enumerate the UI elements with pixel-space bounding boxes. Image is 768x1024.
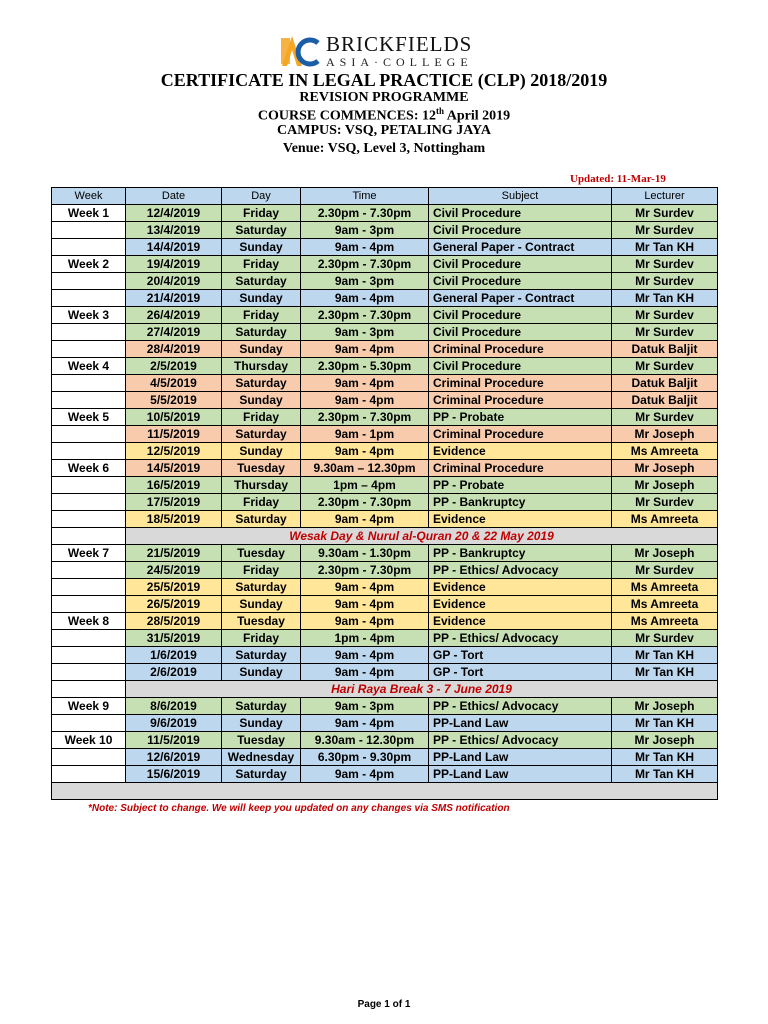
- subject-cell: General Paper - Contract: [429, 290, 612, 307]
- subject-cell: Criminal Procedure: [429, 375, 612, 392]
- date-cell: 19/4/2019: [126, 256, 222, 273]
- time-cell: 2.30pm - 7.30pm: [301, 307, 429, 324]
- table-row: [52, 715, 718, 732]
- time-cell: 2.30pm - 7.30pm: [301, 256, 429, 273]
- day-cell: Sunday: [222, 341, 301, 358]
- lecturer-cell: Mr Tan KH: [612, 647, 718, 664]
- time-cell: 6.30pm - 9.30pm: [301, 749, 429, 766]
- table-row: [52, 613, 718, 630]
- time-cell: 9.30am – 12.30pm: [301, 460, 429, 477]
- day-cell: Sunday: [222, 239, 301, 256]
- subject-cell: Evidence: [429, 596, 612, 613]
- subject-cell: PP-Land Law: [429, 749, 612, 766]
- time-cell: 9am - 4pm: [301, 341, 429, 358]
- subject-cell: Criminal Procedure: [429, 341, 612, 358]
- lecturer-cell: Mr Tan KH: [612, 239, 718, 256]
- page-number: Page 1 of 1: [357, 999, 411, 1010]
- week-cell: [52, 324, 126, 341]
- lecturer-cell: Mr Joseph: [612, 460, 718, 477]
- day-cell: Tuesday: [222, 545, 301, 562]
- column-header: Time: [301, 188, 429, 205]
- date-cell: 12/5/2019: [126, 443, 222, 460]
- time-cell: 9am - 4pm: [301, 579, 429, 596]
- time-cell: 9.30am - 1.30pm: [301, 545, 429, 562]
- table-row: [52, 698, 718, 715]
- week-cell: [52, 443, 126, 460]
- break-label: Hari Raya Break 3 - 7 June 2019: [126, 681, 718, 698]
- lecturer-cell: Ms Amreeta: [612, 511, 718, 528]
- subject-cell: Civil Procedure: [429, 273, 612, 290]
- time-cell: 9am - 4pm: [301, 613, 429, 630]
- table-row: [52, 579, 718, 596]
- date-cell: 26/5/2019: [126, 596, 222, 613]
- table-row: [52, 511, 718, 528]
- break-label: Wesak Day & Nurul al-Quran 20 & 22 May 2019: [126, 528, 718, 545]
- day-cell: Friday: [222, 630, 301, 647]
- logo-subtitle: ASIA·COLLEGE: [326, 55, 473, 69]
- date-cell: 12/4/2019: [126, 205, 222, 222]
- subject-cell: PP - Probate: [429, 409, 612, 426]
- table-row: [52, 273, 718, 290]
- week-cell: [52, 715, 126, 732]
- day-cell: Saturday: [222, 511, 301, 528]
- time-cell: 9am - 4pm: [301, 596, 429, 613]
- date-cell: 1/6/2019: [126, 647, 222, 664]
- time-cell: 9am - 4pm: [301, 766, 429, 783]
- table-row: [52, 562, 718, 579]
- table-row: [52, 732, 718, 749]
- week-cell: [52, 596, 126, 613]
- week-cell: Week 1: [52, 205, 126, 222]
- date-cell: 10/5/2019: [126, 409, 222, 426]
- day-cell: Sunday: [222, 392, 301, 409]
- subject-cell: GP - Tort: [429, 664, 612, 681]
- subject-cell: PP - Ethics/ Advocacy: [429, 630, 612, 647]
- day-cell: Sunday: [222, 664, 301, 681]
- subject-cell: Civil Procedure: [429, 358, 612, 375]
- table-row: [52, 239, 718, 256]
- lecturer-cell: Datuk Baljit: [612, 392, 718, 409]
- day-cell: Sunday: [222, 290, 301, 307]
- updated-date: Updated: 11-Mar-19: [570, 173, 666, 185]
- column-header: Day: [222, 188, 301, 205]
- day-cell: Sunday: [222, 443, 301, 460]
- week-cell: Week 8: [52, 613, 126, 630]
- lecturer-cell: Ms Amreeta: [612, 443, 718, 460]
- week-cell: Week 2: [52, 256, 126, 273]
- week-cell: [52, 630, 126, 647]
- day-cell: Friday: [222, 562, 301, 579]
- logo-name: BRICKFIELDS: [326, 32, 473, 56]
- date-cell: 17/5/2019: [126, 494, 222, 511]
- table-row: [52, 256, 718, 273]
- week-cell: [52, 647, 126, 664]
- time-cell: 9am - 1pm: [301, 426, 429, 443]
- blank-row: [52, 783, 718, 800]
- week-cell: [52, 494, 126, 511]
- date-cell: 28/4/2019: [126, 341, 222, 358]
- table-row: [52, 375, 718, 392]
- time-cell: 9am - 4pm: [301, 375, 429, 392]
- table-row: [52, 426, 718, 443]
- day-cell: Saturday: [222, 579, 301, 596]
- subject-cell: Criminal Procedure: [429, 392, 612, 409]
- lecturer-cell: Ms Amreeta: [612, 579, 718, 596]
- programme-title: REVISION PROGRAMME: [299, 90, 469, 105]
- lecturer-cell: Mr Tan KH: [612, 749, 718, 766]
- column-header: Date: [126, 188, 222, 205]
- week-cell: Week 5: [52, 409, 126, 426]
- date-cell: 5/5/2019: [126, 392, 222, 409]
- venue-line: Venue: VSQ, Level 3, Nottingham: [282, 141, 486, 156]
- date-cell: 14/4/2019: [126, 239, 222, 256]
- lecturer-cell: Mr Surdev: [612, 562, 718, 579]
- week-cell: [52, 511, 126, 528]
- date-cell: 24/5/2019: [126, 562, 222, 579]
- date-cell: 12/6/2019: [126, 749, 222, 766]
- date-cell: 26/4/2019: [126, 307, 222, 324]
- date-cell: 2/6/2019: [126, 664, 222, 681]
- table-row: [52, 358, 718, 375]
- schedule-body: [52, 205, 718, 800]
- week-cell: Week 9: [52, 698, 126, 715]
- time-cell: 1pm – 4pm: [301, 477, 429, 494]
- date-cell: 21/4/2019: [126, 290, 222, 307]
- lecturer-cell: Ms Amreeta: [612, 613, 718, 630]
- day-cell: Friday: [222, 494, 301, 511]
- day-cell: Tuesday: [222, 460, 301, 477]
- lecturer-cell: Mr Surdev: [612, 494, 718, 511]
- bac-logo-icon: [280, 34, 320, 68]
- subject-cell: PP-Land Law: [429, 766, 612, 783]
- lecturer-cell: Mr Joseph: [612, 545, 718, 562]
- table-row: [52, 477, 718, 494]
- subject-cell: Civil Procedure: [429, 324, 612, 341]
- break-row: [52, 528, 718, 545]
- date-cell: 15/6/2019: [126, 766, 222, 783]
- day-cell: Saturday: [222, 222, 301, 239]
- subject-cell: Civil Procedure: [429, 205, 612, 222]
- table-row: [52, 324, 718, 341]
- blank-cell: [52, 783, 718, 800]
- college-logo: [280, 34, 473, 68]
- day-cell: Saturday: [222, 766, 301, 783]
- time-cell: 9am - 4pm: [301, 392, 429, 409]
- week-cell: [52, 562, 126, 579]
- day-cell: Tuesday: [222, 613, 301, 630]
- week-cell: [52, 239, 126, 256]
- week-cell: Week 7: [52, 545, 126, 562]
- lecturer-cell: Mr Tan KH: [612, 766, 718, 783]
- table-row: [52, 205, 718, 222]
- table-row: [52, 749, 718, 766]
- table-row: [52, 766, 718, 783]
- week-cell: [52, 273, 126, 290]
- time-cell: 9am - 4pm: [301, 664, 429, 681]
- time-cell: 9am - 4pm: [301, 511, 429, 528]
- day-cell: Friday: [222, 307, 301, 324]
- subject-cell: Civil Procedure: [429, 256, 612, 273]
- column-header: Week: [52, 188, 126, 205]
- week-cell: Week 3: [52, 307, 126, 324]
- table-row: [52, 545, 718, 562]
- time-cell: 2.30pm - 7.30pm: [301, 562, 429, 579]
- date-cell: 21/5/2019: [126, 545, 222, 562]
- date-cell: 8/6/2019: [126, 698, 222, 715]
- time-cell: 9am - 4pm: [301, 290, 429, 307]
- break-week-cell: [52, 681, 126, 698]
- day-cell: Thursday: [222, 358, 301, 375]
- column-header: Subject: [429, 188, 612, 205]
- time-cell: 1pm - 4pm: [301, 630, 429, 647]
- week-cell: [52, 426, 126, 443]
- lecturer-cell: Datuk Baljit: [612, 375, 718, 392]
- date-cell: 27/4/2019: [126, 324, 222, 341]
- subject-cell: PP - Bankruptcy: [429, 494, 612, 511]
- lecturer-cell: Mr Surdev: [612, 273, 718, 290]
- subject-cell: PP - Ethics/ Advocacy: [429, 562, 612, 579]
- day-cell: Saturday: [222, 426, 301, 443]
- lecturer-cell: Mr Joseph: [612, 477, 718, 494]
- time-cell: 9am - 3pm: [301, 222, 429, 239]
- date-cell: 20/4/2019: [126, 273, 222, 290]
- subject-cell: GP - Tort: [429, 647, 612, 664]
- table-row: [52, 647, 718, 664]
- date-cell: 11/5/2019: [126, 426, 222, 443]
- lecturer-cell: Mr Joseph: [612, 698, 718, 715]
- week-cell: Week 6: [52, 460, 126, 477]
- table-row: [52, 443, 718, 460]
- table-row: [52, 630, 718, 647]
- lecturer-cell: Mr Tan KH: [612, 664, 718, 681]
- day-cell: Saturday: [222, 324, 301, 341]
- day-cell: Friday: [222, 409, 301, 426]
- week-cell: [52, 375, 126, 392]
- subject-cell: Criminal Procedure: [429, 426, 612, 443]
- day-cell: Saturday: [222, 273, 301, 290]
- lecturer-cell: Mr Joseph: [612, 732, 718, 749]
- table-row: [52, 409, 718, 426]
- table-header-row: [52, 188, 718, 205]
- subject-cell: Evidence: [429, 613, 612, 630]
- lecturer-cell: Mr Surdev: [612, 358, 718, 375]
- break-row: [52, 681, 718, 698]
- lecturer-cell: Mr Surdev: [612, 409, 718, 426]
- week-cell: Week 10: [52, 732, 126, 749]
- campus-line: CAMPUS: VSQ, PETALING JAYA: [277, 123, 491, 138]
- lecturer-cell: Mr Surdev: [612, 205, 718, 222]
- subject-cell: PP - Ethics/ Advocacy: [429, 698, 612, 715]
- subject-cell: Evidence: [429, 443, 612, 460]
- course-commences: COURSE COMMENCES: 12th April 2019: [257, 106, 511, 124]
- subject-cell: PP-Land Law: [429, 715, 612, 732]
- time-cell: 9am - 4pm: [301, 239, 429, 256]
- week-cell: [52, 749, 126, 766]
- subject-cell: Evidence: [429, 579, 612, 596]
- time-cell: 2.30pm - 7.30pm: [301, 205, 429, 222]
- date-cell: 14/5/2019: [126, 460, 222, 477]
- day-cell: Wednesday: [222, 749, 301, 766]
- document-title: CERTIFICATE IN LEGAL PRACTICE (CLP) 2018/2019: [160, 70, 608, 90]
- day-cell: Sunday: [222, 715, 301, 732]
- time-cell: 9am - 3pm: [301, 273, 429, 290]
- subject-cell: Civil Procedure: [429, 222, 612, 239]
- time-cell: 9.30am - 12.30pm: [301, 732, 429, 749]
- subject-cell: PP - Ethics/ Advocacy: [429, 732, 612, 749]
- day-cell: Tuesday: [222, 732, 301, 749]
- subject-cell: PP - Bankruptcy: [429, 545, 612, 562]
- lecturer-cell: Mr Tan KH: [612, 290, 718, 307]
- day-cell: Friday: [222, 256, 301, 273]
- day-cell: Saturday: [222, 375, 301, 392]
- date-cell: 25/5/2019: [126, 579, 222, 596]
- day-cell: Sunday: [222, 596, 301, 613]
- week-cell: Week 4: [52, 358, 126, 375]
- table-row: [52, 222, 718, 239]
- table-row: [52, 664, 718, 681]
- subject-cell: Civil Procedure: [429, 307, 612, 324]
- time-cell: 2.30pm - 7.30pm: [301, 409, 429, 426]
- day-cell: Thursday: [222, 477, 301, 494]
- time-cell: 9am - 4pm: [301, 715, 429, 732]
- time-cell: 2.30pm - 5.30pm: [301, 358, 429, 375]
- week-cell: [52, 290, 126, 307]
- subject-cell: Criminal Procedure: [429, 460, 612, 477]
- date-cell: 28/5/2019: [126, 613, 222, 630]
- column-header: Lecturer: [612, 188, 718, 205]
- week-cell: [52, 341, 126, 358]
- date-cell: 9/6/2019: [126, 715, 222, 732]
- time-cell: 2.30pm - 7.30pm: [301, 494, 429, 511]
- lecturer-cell: Ms Amreeta: [612, 596, 718, 613]
- date-cell: 11/5/2019: [126, 732, 222, 749]
- time-cell: 9am - 4pm: [301, 647, 429, 664]
- week-cell: [52, 222, 126, 239]
- date-cell: 4/5/2019: [126, 375, 222, 392]
- table-row: [52, 460, 718, 477]
- lecturer-cell: Mr Surdev: [612, 222, 718, 239]
- time-cell: 9am - 4pm: [301, 443, 429, 460]
- date-cell: 16/5/2019: [126, 477, 222, 494]
- lecturer-cell: Mr Surdev: [612, 256, 718, 273]
- table-row: [52, 341, 718, 358]
- date-cell: 2/5/2019: [126, 358, 222, 375]
- lecturer-cell: Datuk Baljit: [612, 341, 718, 358]
- lecturer-cell: Mr Surdev: [612, 307, 718, 324]
- subject-cell: Evidence: [429, 511, 612, 528]
- day-cell: Friday: [222, 205, 301, 222]
- table-row: [52, 392, 718, 409]
- week-cell: [52, 579, 126, 596]
- subject-cell: General Paper - Contract: [429, 239, 612, 256]
- subject-cell: PP - Probate: [429, 477, 612, 494]
- week-cell: [52, 766, 126, 783]
- schedule-table: [51, 187, 718, 800]
- break-week-cell: [52, 528, 126, 545]
- lecturer-cell: Mr Surdev: [612, 630, 718, 647]
- lecturer-cell: Mr Tan KH: [612, 715, 718, 732]
- time-cell: 9am - 3pm: [301, 698, 429, 715]
- week-cell: [52, 392, 126, 409]
- week-cell: [52, 664, 126, 681]
- table-row: [52, 307, 718, 324]
- date-cell: 13/4/2019: [126, 222, 222, 239]
- date-cell: 31/5/2019: [126, 630, 222, 647]
- date-cell: 18/5/2019: [126, 511, 222, 528]
- table-row: [52, 494, 718, 511]
- lecturer-cell: Mr Joseph: [612, 426, 718, 443]
- week-cell: [52, 477, 126, 494]
- time-cell: 9am - 3pm: [301, 324, 429, 341]
- day-cell: Saturday: [222, 647, 301, 664]
- change-note: *Note: Subject to change. We will keep you updated on any changes via SMS notification: [88, 803, 510, 814]
- table-row: [52, 290, 718, 307]
- lecturer-cell: Mr Surdev: [612, 324, 718, 341]
- table-row: [52, 596, 718, 613]
- day-cell: Saturday: [222, 698, 301, 715]
